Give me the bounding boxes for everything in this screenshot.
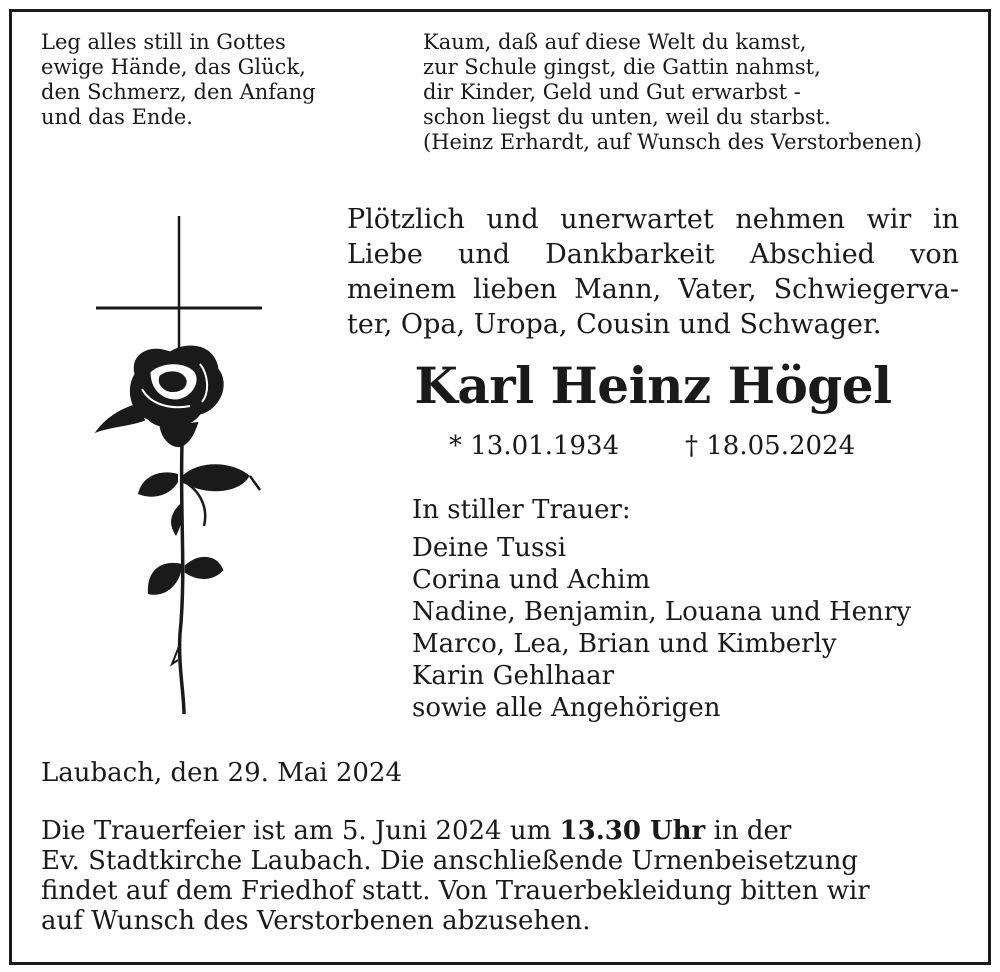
intro-text	[347, 202, 959, 342]
funeral-line	[41, 816, 870, 846]
poem-line: Kaum, daß auf diese Welt du kamst,	[423, 30, 807, 54]
funeral-text: in der	[705, 816, 792, 846]
mourner: Corina und Achim	[412, 565, 651, 595]
poem-right	[423, 30, 922, 155]
mourner: Karin Gehlhaar	[412, 661, 615, 691]
poem-left	[41, 30, 316, 130]
mourners-heading: In stiller Trauer:	[412, 495, 631, 525]
mourner: Deine Tussi	[412, 533, 567, 563]
poem-line: und das Ende.	[41, 105, 193, 129]
intro-line: Liebe und Dankbarkeit Abschied von	[347, 239, 959, 270]
funeral-line: Ev. Stadtkirche Laubach. Die anschließende Urnenbeisetzung	[41, 846, 859, 876]
mourner: Nadine, Benjamin, Louana und Henry	[412, 597, 911, 627]
cross-with-rose-icon	[90, 214, 270, 716]
poem-line: Leg alles still in Gottes	[41, 30, 286, 54]
poem-line: ewige Hände, das Glück,	[41, 55, 306, 79]
mourner: sowie alle Angehörigen	[412, 693, 721, 723]
birth-date: * 13.01.1934	[449, 431, 620, 461]
poem-attribution: (Heinz Erhardt, auf Wunsch des Verstorbenen)	[423, 130, 923, 154]
poem-line: den Schmerz, den Anfang	[41, 80, 316, 104]
poem-line: zur Schule gingst, die Gattin nahmst,	[423, 55, 821, 79]
funeral-time: 13.30 Uhr	[559, 816, 706, 846]
mourner: Marco, Lea, Brian und Kimberly	[412, 629, 837, 659]
mourners-list	[412, 494, 911, 724]
death-date: † 18.05.2024	[685, 431, 856, 461]
poem-line: schon liegst du unten, weil du starbst.	[423, 105, 831, 129]
deceased-name: Karl Heinz Högel	[414, 356, 892, 415]
intro-line: ter, Opa, Uropa, Cousin und Schwager.	[347, 309, 882, 340]
place-date: Laubach, den 29. Mai 2024	[41, 758, 403, 788]
poem-line: dir Kinder, Geld und Gut erwarbst -	[423, 80, 801, 104]
intro-line: Plötzlich und unerwartet nehmen wir in	[347, 204, 959, 235]
funeral-line: auf Wunsch des Verstorbenen abzusehen.	[41, 906, 591, 936]
funeral-info	[41, 816, 870, 936]
funeral-line: findet auf dem Friedhof statt. Von Trauerbekleidung bitten wir	[41, 876, 870, 906]
funeral-text: Die Trauerfeier ist am 5. Juni 2024 um	[41, 816, 560, 846]
intro-line: meinem lieben Mann, Vater, Schwiegerva-	[347, 274, 959, 305]
